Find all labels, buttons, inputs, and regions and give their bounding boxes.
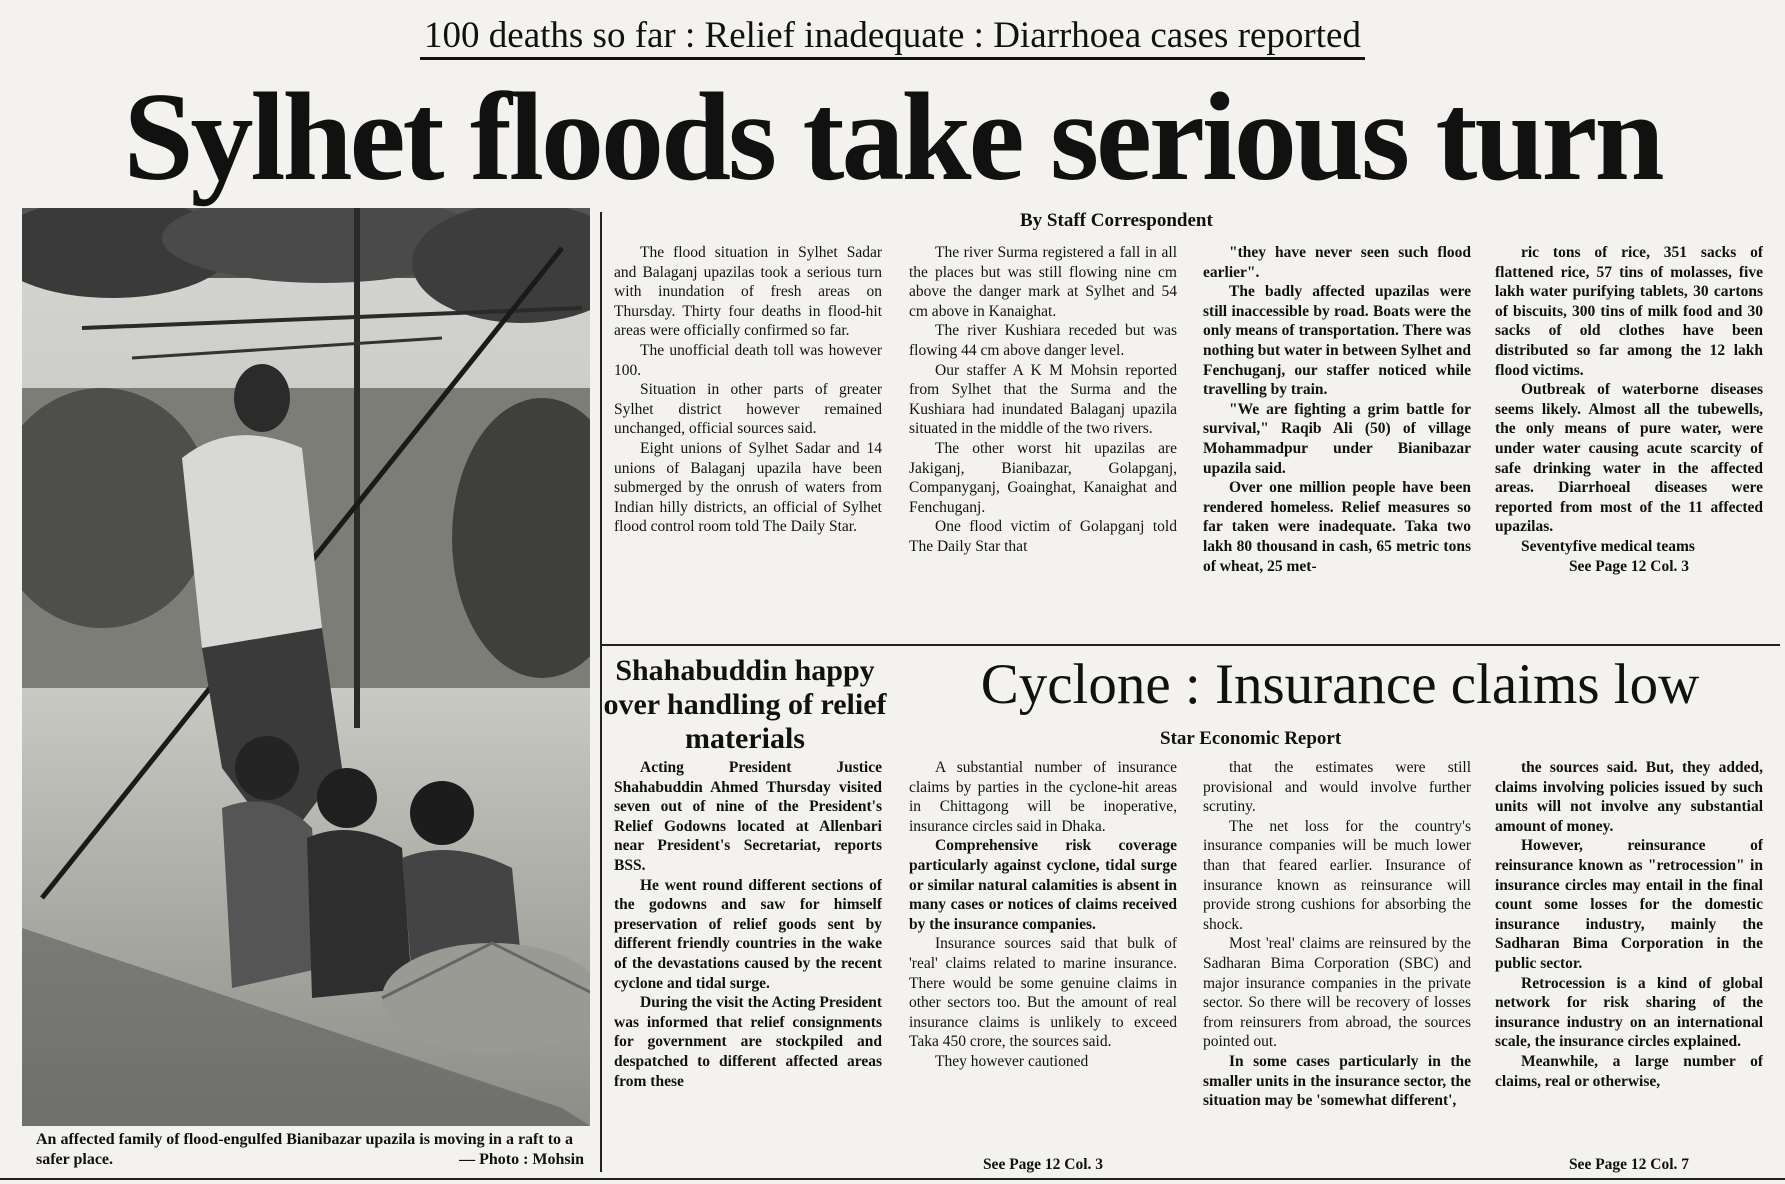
story3-headline: Cyclone : Insurance claims low: [980, 653, 1700, 716]
paragraph: The unofficial death toll was however 100.: [614, 341, 882, 379]
paragraph: The other worst hit upazilas are Jakiganj, Bianibazar, Golapganj, Companyganj, Goainghat, Kanaighat and Fenchuganj.: [909, 439, 1177, 516]
story2-body: [614, 758, 882, 1178]
caption-text: An affected family of flood-engulfed Bianibazar upazila is moving in a raft to a safer place.: [36, 1131, 574, 1168]
paragraph: The net loss for the country's insurance companies will be much lower than that feared earlier. Insurance of insurance known as reinsurance will provide strong cushions for absorbing the shock.: [1203, 817, 1471, 933]
paragraph: the sources said. But, they added, claims involving policies issued by such units will not involve any substantial amount of money.: [1495, 759, 1763, 835]
paragraph: Comprehensive risk coverage particularly against cyclone, tidal surge or similar natural calamities is absent in many cases or notices of claims received by the insurance companies.: [909, 837, 1177, 933]
paragraph: Retrocession is a kind of global network for risk sharing of the insurance industry on an international scale, the insurance circles explained.: [1495, 974, 1763, 1051]
photo-credit: — Photo : Mohsin: [459, 1151, 584, 1168]
paragraph: Seventyfive medical teams: [1521, 537, 1695, 555]
story3-column-1: [909, 758, 1177, 1178]
paragraph: Our staffer A K M Mohsin reported from Sylhet that the Surma and the Kushiara had inundated Balaganj upazila situated in the middle of the two rivers.: [909, 361, 1177, 438]
paragraph: ric tons of rice, 351 sacks of flattened rice, 57 tins of molasses, five lakh water purifying tablets, 30 cartons of biscuits, 300 tins of milk food and 30 sacks of old clothes have been distributed so far among the 12 lakh flood victims.: [1495, 244, 1763, 379]
paragraph: The flood situation in Sylhet Sadar and Balaganj upazilas took a serious turn with inundation of fresh areas on Thursday. Thirty four deaths in flood-hit areas were officially confirmed so far.: [614, 244, 882, 340]
paragraph: However, reinsurance of reinsurance known as "retrocession" in insurance circles may entail in the final count some losses for the domestic insurance industry, mainly the Sadharan Bima Corporation in the public sector.: [1495, 837, 1763, 972]
paragraph: Meanwhile, a large number of claims, real or otherwise,: [1495, 1052, 1763, 1090]
paragraph: Most 'real' claims are reinsured by the Sadharan Bima Corporation (SBC) and major insurance companies in the private sector. So there will be recovery of losses from reinsurers from abroad, the sources pointed out.: [1203, 935, 1471, 1051]
paragraph: Over one million people have been rendered homeless. Relief measures so far taken were inadequate. Taka two lakh 80 thousand in cash, 65 metric tons of wheat, 25 met-: [1203, 479, 1471, 575]
paragraph: During the visit the Acting President was informed that relief consignments for government are stockpiled and despatched to different affected areas from these: [614, 994, 882, 1090]
paragraph: Acting President Justice Shahabuddin Ahmed Thursday visited seven out of nine of the President's Relief Godowns located at Allenbari near President's Secretariat, reports BSS.: [614, 759, 882, 874]
see-page-link: See Page 12 Col. 3: [1568, 557, 1690, 575]
kicker-headline: 100 deaths so far : Relief inadequate : Diarrhoea cases reported: [0, 14, 1785, 58]
paragraph: The river Kushiara receded but was flowing 44 cm above danger level.: [909, 322, 1177, 359]
paragraph: Situation in other parts of greater Sylhet district however remained unchanged, official sources said.: [614, 381, 882, 438]
story3-byline: Star Economic Report: [1160, 728, 1342, 749]
paragraph: The badly affected upazilas were still inaccessible by road. Boats were the only means of transportation. There was nothing but water in between Sylhet and Fenchuganj, our staffer noticed while travelling by train.: [1203, 283, 1471, 399]
paragraph: They however cautioned: [935, 1052, 1089, 1070]
story1-byline: By Staff Correspondent: [1020, 210, 1213, 231]
story3-see-page: See Page 12 Col. 7: [1568, 1156, 1690, 1173]
story3-column-3: [1495, 758, 1763, 1178]
story2-headline: Shahabuddin happy over handling of relief materials: [603, 654, 887, 755]
story1-column-3: [1203, 243, 1471, 628]
flood-photo: [22, 208, 590, 1126]
story3-column-2: [1203, 758, 1471, 1178]
paragraph: In some cases particularly in the smaller units in the insurance sector, the situation may be 'somewhat different',: [1203, 1052, 1471, 1110]
story1-column-2: [909, 243, 1177, 628]
paragraph: "they have never seen such flood earlier".: [1203, 244, 1471, 281]
paragraph: One flood victim of Golapganj told The Daily Star that: [909, 518, 1177, 555]
story2-see-page: See Page 12 Col. 3: [982, 1156, 1104, 1173]
paragraph: A substantial number of insurance claims by parties in the cyclone-hit areas in Chittagong will be inoperative, insurance circles said in Dhaka.: [909, 759, 1177, 835]
paragraph: The river Surma registered a fall in all the places but was still flowing nine cm above the danger mark at Sylhet and 54 cm above in Kanaighat.: [909, 244, 1177, 320]
paragraph: that the estimates were still provisional and would involve further scrutiny.: [1203, 759, 1471, 816]
paragraph: He went round different sections of the godowns and saw for himself preservation of relief goods sent by different friendly countries in the wake of the devastations caused by the recent cyclone and tidal surge.: [614, 876, 882, 992]
paragraph: Insurance sources said that bulk of 'real' claims related to marine insurance. There would be some genuine claims in other sectors too. But the amount of real insurance claims is unlikely to exceed Taka 450 crore, the sources said.: [909, 935, 1177, 1051]
paragraph: "We are fighting a grim battle for survival," Raqib Ali (50) of village Mohammadpur under Bianibazar upazila said.: [1203, 400, 1471, 477]
bottom-rule: [0, 1178, 1785, 1180]
paragraph: Eight unions of Sylhet Sadar and 14 unions of Balaganj upazila have been submerged by the onrush of waters from Indian hilly districts, an official of Sylhet flood control room told The Daily Star.: [614, 439, 882, 536]
paragraph: Outbreak of waterborne diseases seems likely. Almost all the tubewells, the only means of pure water, were under water causing acute scarcity of safe drinking water in the affected areas. Diarrhoeal diseases were reported from most of the 11 affected upazilas.: [1495, 381, 1763, 536]
main-headline: Sylhet floods take serious turn: [123, 68, 1662, 207]
section-divider: [600, 644, 1780, 646]
story1-column-1: [614, 243, 882, 628]
story1-column-4: [1495, 243, 1763, 628]
photo-caption: [36, 1130, 584, 1170]
